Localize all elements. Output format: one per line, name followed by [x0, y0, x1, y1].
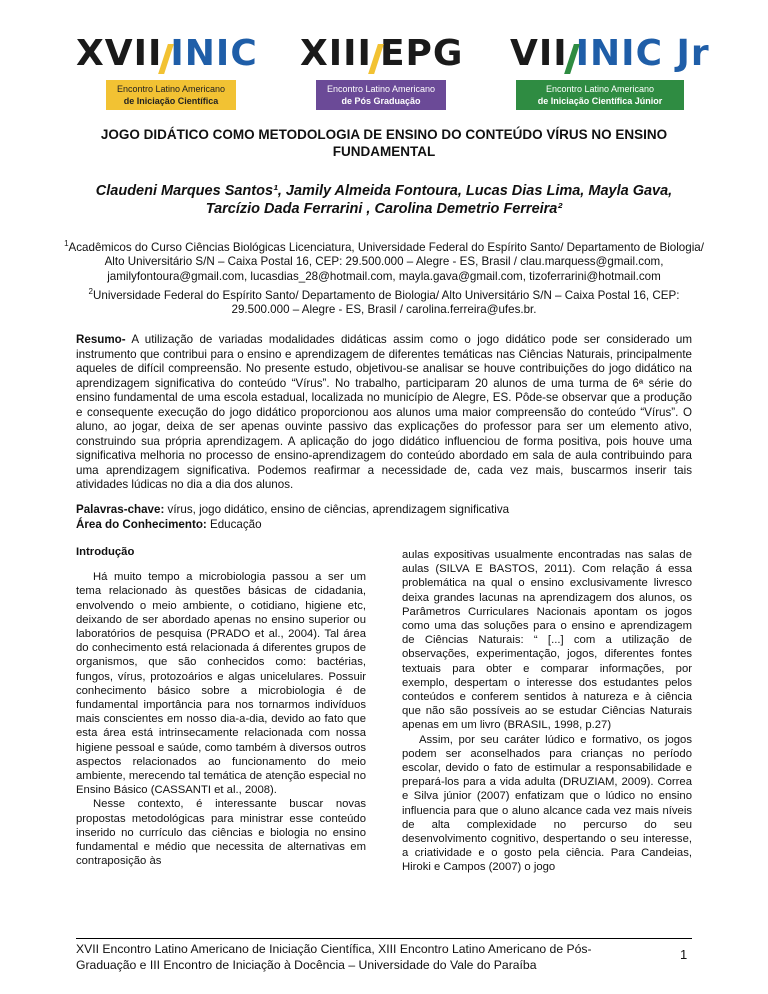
knowledge-area-label: Área do Conhecimento:: [76, 517, 207, 531]
keywords: [76, 503, 692, 518]
affiliation-2-text: Universidade Federal do Espírito Santo/ Departamento de Biologia/ Alto Universitário S/N – Caixa Postal 16, CEP: 29.500.000 – Alegre - ES, Brasil / carolina.ferreira@ufes.br.: [93, 288, 680, 317]
logo-vii-inic-jr: [510, 33, 710, 106]
paper-title: JOGO DIDÁTICO COMO METODOLOGIA DE ENSINO DO CONTEÚDO VÍRUS NO ENSINO FUNDAMENTAL: [100, 127, 668, 159]
logo-subtitle-box: [316, 80, 446, 110]
page-number: 1: [680, 947, 688, 962]
logo-subtitle-line1: Encontro Latino Americano: [545, 84, 655, 94]
logo-roman: XVII: [76, 33, 163, 74]
event-logos: [0, 33, 768, 116]
knowledge-area: [76, 518, 692, 533]
footer-divider: [76, 938, 692, 939]
section-heading-introduction: Introdução: [76, 546, 135, 558]
keywords-text: vírus, jogo didático, ensino de ciências, aprendizagem significativa: [164, 503, 510, 516]
logo-subtitle-box: [516, 80, 684, 110]
logo-roman: VII: [510, 33, 568, 74]
logo-subtitle-line2: de Pós Graduação: [341, 96, 421, 106]
left-column: [76, 545, 366, 868]
affiliation-1-text: Acadêmicos do Curso Ciências Biológicas Licenciatura, Universidade Federal do Espírito Santo/ Departamento de Biologia/ Alto Universitário S/N – Caixa Postal 16, CEP: 29.500.000 – Alegre - ES, Brasil / clau.marquess@gmail.com, jamilyfontoura@gmail.com, lucasdias_28@hotmail.com, mayla.gava@gmail.com, tizoferrarini@hotmail.com: [68, 240, 704, 284]
logo-subtitle-line2: de Iniciação Científica: [123, 96, 219, 106]
affiliation-2-marker: 2: [88, 286, 93, 296]
intro-paragraph-4: Assim, por seu caráter lúdico e formativo, os jogos podem ser aconselhados para crianças no período escolar, devido o fato de estimular a responsabilidade e prepará-los para a vida adulta (DRUZIAM, 2009). Correa e Silva júnior (2007) enfatizam que o lúdico no ensino influencia para que o aluno alcance cada vez mais níveis de alta complexidade no percurso do seu desenvolvimento cognitivo, despertando o seu interesse, a criatividade e o gosto pela ciência. Para Candeias, Hiroki e Campos (2007) o jogo: [402, 733, 692, 874]
logo-acronym: INIC: [170, 33, 258, 74]
keywords-block: [76, 503, 692, 532]
abstract: [76, 333, 692, 493]
right-column: [402, 548, 692, 875]
logo-roman: XIII: [300, 33, 372, 74]
knowledge-area-text: Educação: [206, 517, 262, 531]
author-line-2: Tarcízio Dada Ferrarini , Carolina Demetrio Ferreira²: [205, 201, 563, 217]
author-list: [60, 182, 708, 218]
footer-text: XVII Encontro Latino Americano de Iniciação Científica, XIII Encontro Latino Americano de Pós-Graduação e III Encontro de Iniciação à Docência – Universidade do Vale do Paraíba: [76, 942, 592, 972]
intro-paragraph-1: Há muito tempo a microbiologia passou a ser um tema relacionado às questões básicas de cidadania, envolvendo o meio ambiente, o cotidiano, higiene etc, deixando de ser abordado apenas no ensino superior ou laboratórios de pesquisa (PRADO et al., 2004). Tal área do conhecimento está relacionada á diferentes grupos de organismos, que são conhecidos como: bactérias, fungos, vírus, protozoários e algas unicelulares. Possuir conhecimento básico sobre a microbiologia é de fundamental importância para nos tornarmos indivíduos mais conscientes em nosso dia-a-dia, devido ao fato que esta área está intrinsecamente relacionada com nossa higiene pessoal e saúde, como também à diversos outros aspectos relacionados ao funcionamento do meio ambiente, merecendo tal temática de atenção especial no Ensino Básico (CASSANTI et al., 2008).: [76, 571, 366, 797]
affiliation-1-marker: 1: [64, 239, 69, 248]
logo-xvii-inic: [76, 33, 258, 106]
affiliation-1: [60, 237, 708, 285]
abstract-label: Resumo-: [76, 333, 126, 346]
logo-subtitle-line2: de Iniciação Científica Júnior: [537, 96, 663, 106]
intro-paragraph-3: aulas expositivas usualmente encontradas nas salas de aulas (SILVA E BASTOS, 2011). Com relação á essa problemática na qual o ensino exclusivamente livresco deixa grandes lacunas na aprendizagem dos alunos, os Parâmetros Curriculares Nacionais apontam os jogos como uma das soluções para o ensino e aprendizagem de Ciências Naturais: “ [...] com a utilização de observações, experimentação, jogos, diferentes fontes textuais para obter e comparar informações, por exemplo, despertam o interesse dos estudantes pelos conteúdos e conferem sentidos à natureza e à ciência que não são possíveis ao se estudar Ciências Naturais apenas em um livro (BRASIL, 1998, p.27): [402, 549, 692, 732]
keywords-label: Palavras-chave:: [76, 503, 165, 516]
logo-acronym: INIC Jr: [575, 33, 710, 74]
intro-paragraph-2: Nesse contexto, é interessante buscar novas propostas metodológicas para ministrar esse conteúdo inserido no currículo das ciências e biologia no ensino fundamental e médio que necessita de alternativas em contraposição às: [76, 798, 366, 868]
logo-subtitle-line1: Encontro Latino Americano: [116, 84, 226, 94]
logo-subtitle-box: [106, 80, 236, 110]
affiliation-2: [60, 285, 708, 318]
logo-acronym: EPG: [379, 33, 464, 74]
logo-subtitle-line1: Encontro Latino Americano: [326, 84, 436, 94]
author-line-1: Claudeni Marques Santos¹, Jamily Almeida Fontoura, Lucas Dias Lima, Mayla Gava,: [95, 183, 673, 199]
logo-xiii-epg: [300, 33, 470, 106]
abstract-text: A utilização de variadas modalidades didáticas assim como o jogo didático pode ser considerado um instrumento que contribui para o ensino e aprendizagem de diferentes temáticas nas Ciências Naturais, principalmente aqueles de difícil compreensão. No presente estudo, objetivou-se analisar se houve contribuições do jogo didático na aprendizagem significativa do conteúdo “Vírus”. No trabalho, participaram 20 alunos de uma turma de 6ª série do ensino fundamental de uma escola estadual, localizada no município de Alegre, ES. Pôde-se observar que a produção e consequente execução do jogo didático proporcionou aos alunos uma maior compreensão do conteúdo “Vírus”. O aluno, ao jogar, deixa de ser apenas ouvinte passivo das explicações do professor para ser um elemento ativo, construindo sua própria aprendizagem. A aplicação do jogo didático influenciou de forma positiva, pois houve uma significativa melhoria no processo de ensino-aprendizagem do conteúdo abordado em sala de aula contribuindo para uma aprendizagem significativa. Podemos reafirmar a necessidade de, cada vez mais, buscarmos inserir tais atividades lúdicas no dia a dia dos alunos.: [76, 333, 692, 491]
affiliations: [60, 237, 708, 318]
